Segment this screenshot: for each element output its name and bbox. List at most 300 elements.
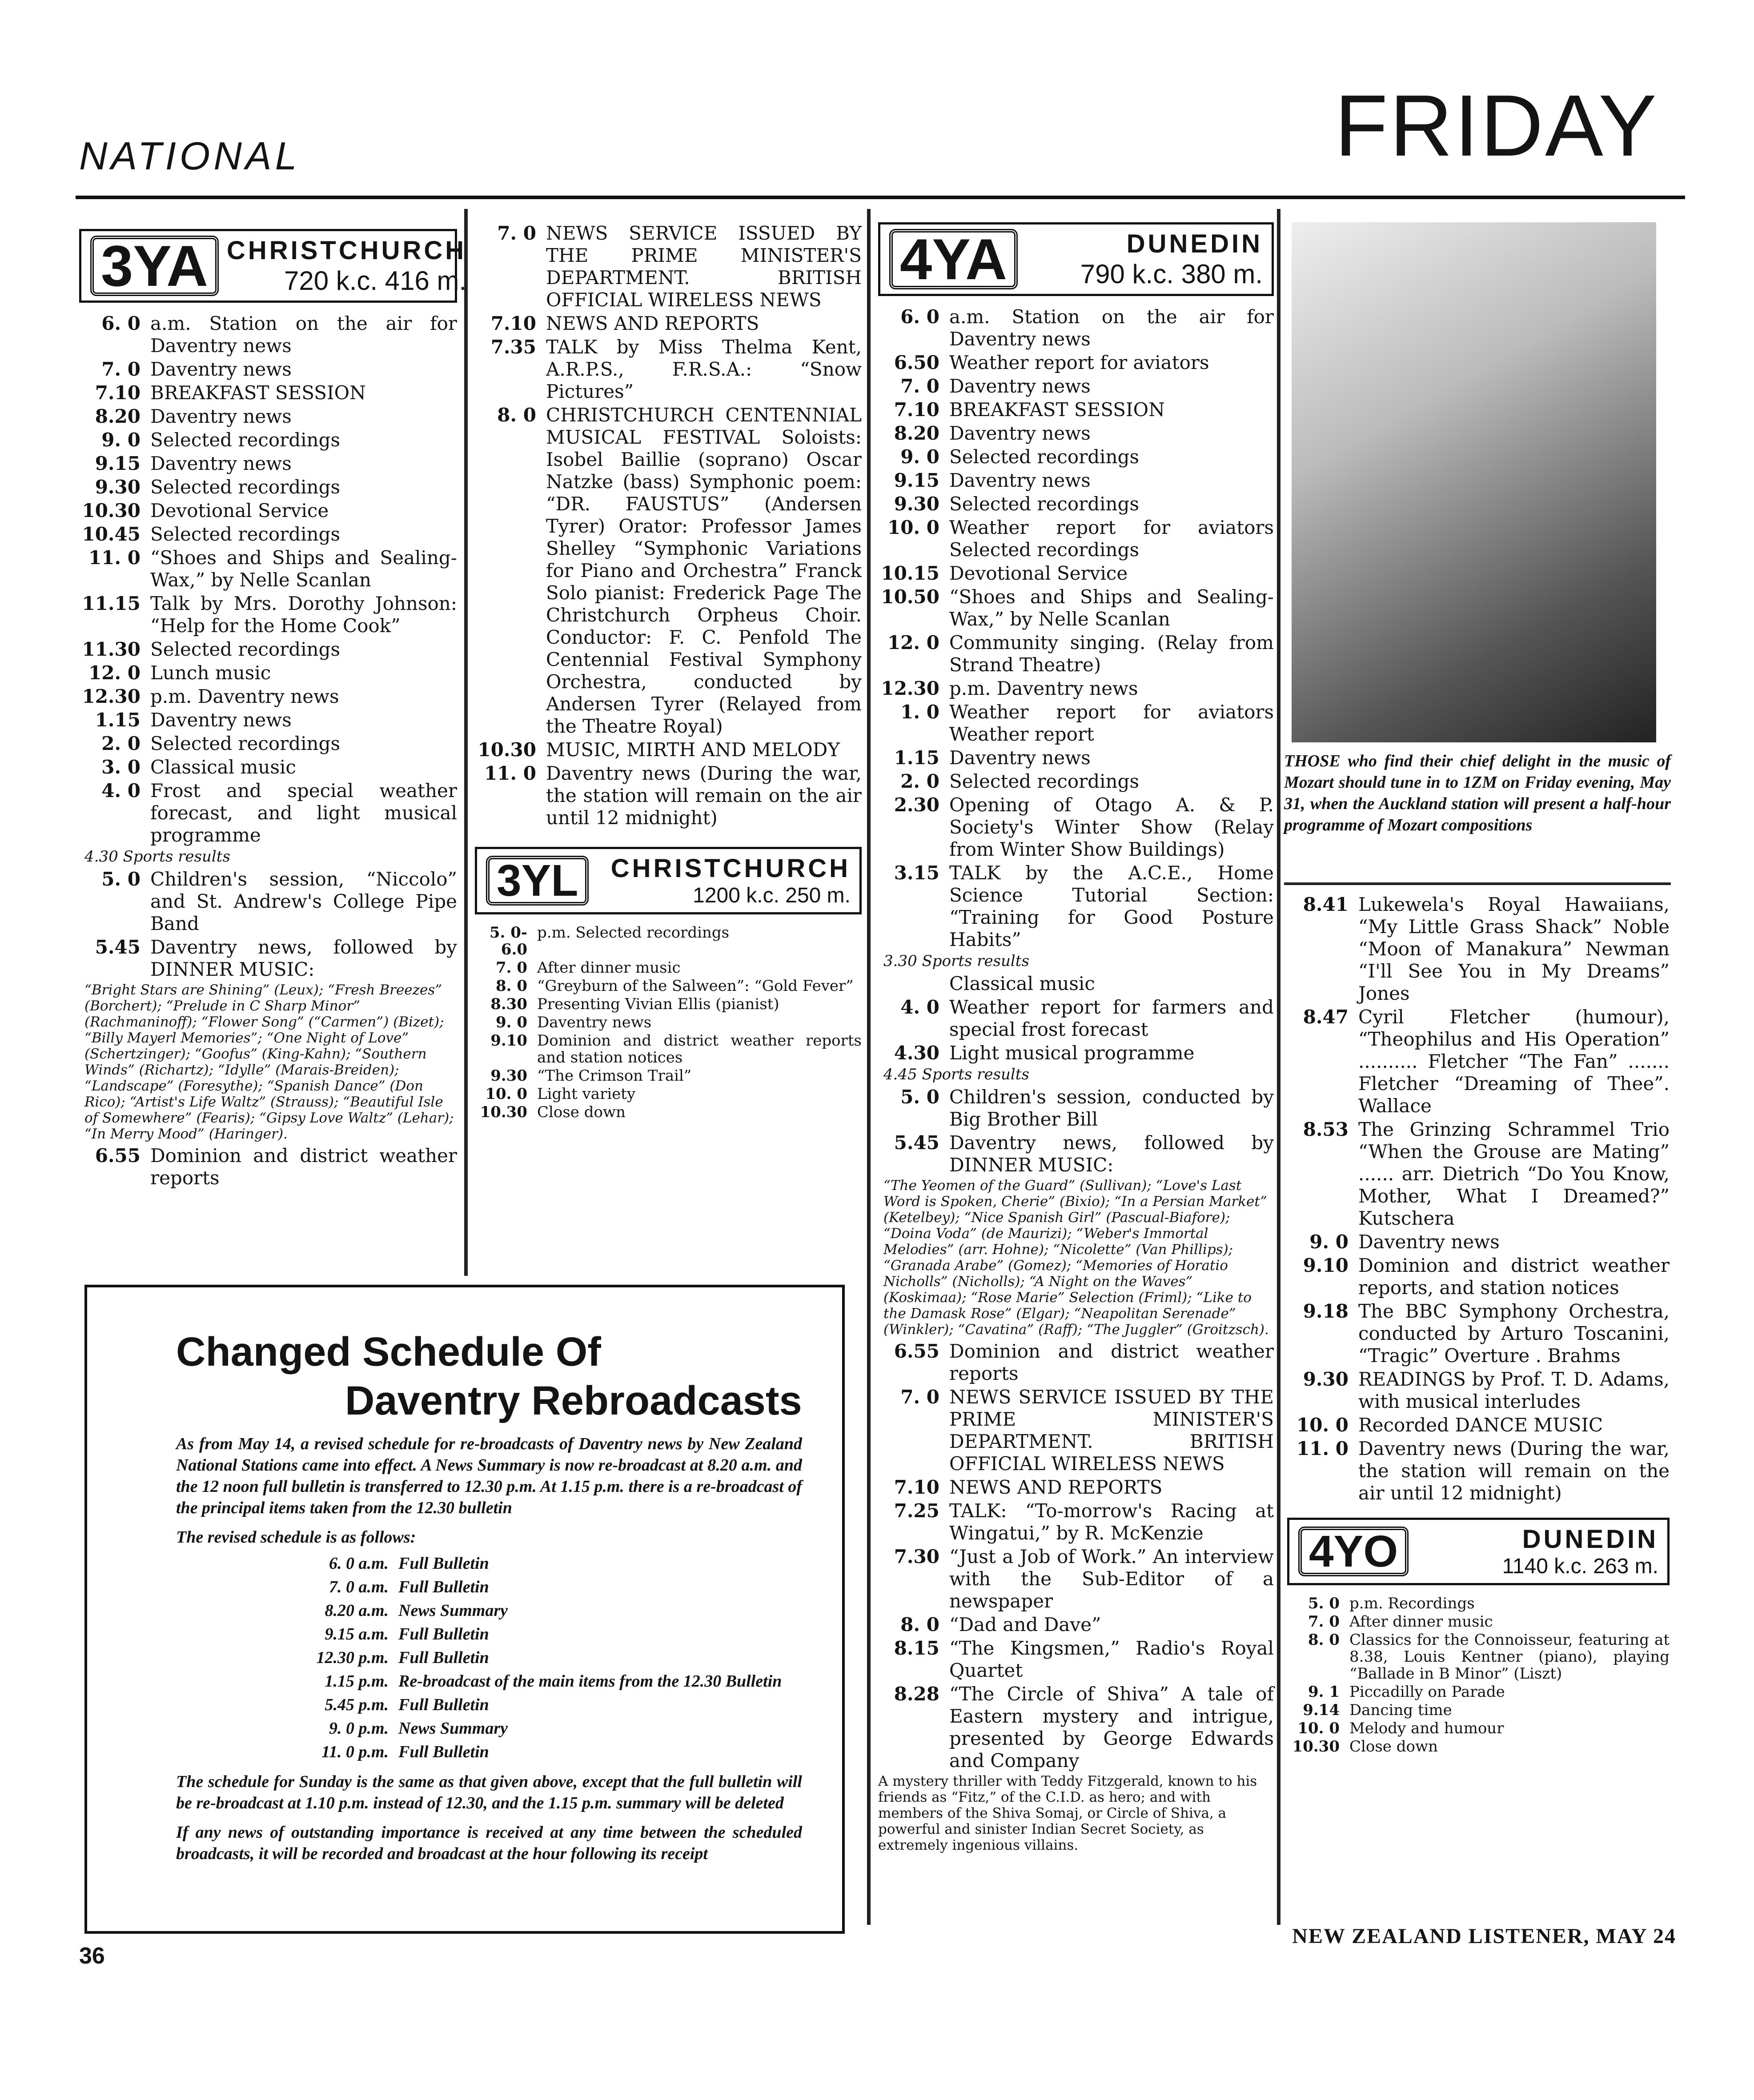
program-title: Dominion and district weather reports (949, 1340, 1274, 1384)
program-entry (878, 1340, 1274, 1385)
program-time: 9. 0 p.m. (329, 1719, 389, 1738)
program-time: 7.30 (894, 1546, 939, 1567)
program-time: 3. 0 (101, 756, 140, 778)
mozart-portrait (1292, 222, 1656, 742)
program-time: 7. 0 (496, 959, 527, 977)
program-title: Children's session, conducted by Big Brother Bill (949, 1086, 1274, 1130)
program-blurb: A mystery thriller with Teddy Fitzgerald, known to his friends as “Fitz,” of the C.I.D. as hero; and with members of the Shiva Somaj, or Circle of Shiva, a powerful and sinister Indian Secret Society, as extremely ingenious villains. (878, 1773, 1257, 1853)
program-title: Selected recordings (949, 770, 1140, 792)
column-divider (1277, 209, 1280, 1925)
program-title: Classical music (150, 756, 296, 778)
publication-footer: NEW ZEALAND LISTENER, MAY 24 (1292, 1924, 1676, 1948)
program-title: Daventry news (During the war, the station will remain on the air until 12 midnight) (546, 762, 862, 829)
program-entry (79, 453, 457, 475)
program-entry (296, 1599, 802, 1622)
program-title: Full Bulletin (398, 1554, 489, 1573)
program-title: Daventry news (949, 375, 1091, 397)
announcement-text: The schedule for Sunday is the same as that given above, except that the full bulletin will be re-broadcast at 1.10 p.m. instead of 12.30, and the 1.15 p.m. summary will be deleted (176, 1772, 802, 1812)
program-time: 10. 0 (1297, 1719, 1340, 1737)
program-title: Re-broadcast of the main items from the 12.30 Bulletin (398, 1672, 782, 1691)
program-time: 9. 0 (900, 446, 939, 468)
program-entry (878, 586, 1274, 630)
program-time: 7. 0 (101, 358, 140, 380)
program-title: p.m. Daventry news (949, 677, 1138, 699)
program-entry (878, 469, 1274, 492)
program-title: “The Crimson Trail” (537, 1067, 692, 1085)
program-time: 10.45 (82, 523, 140, 545)
sports-note: 4.45 Sports results (883, 1066, 1029, 1083)
program-time: 7.35 (490, 336, 536, 358)
program-entry (878, 973, 1274, 995)
program-title: Daventry news (During the war, the station will remain on the air until 12 midnight) (1358, 1438, 1670, 1504)
program-time: 9. 0 (1309, 1231, 1349, 1253)
program-title: Daventry news (949, 469, 1091, 491)
program-entry (1287, 1738, 1670, 1755)
program-list (79, 1145, 457, 1189)
program-list (475, 924, 862, 1121)
program-entry (79, 547, 457, 591)
program-title: MUSIC, MIRTH AND MELODY (546, 739, 840, 761)
program-time (878, 973, 949, 995)
program-time: 11. 0 p.m. (321, 1743, 389, 1761)
program-time: 1.15 (894, 747, 939, 769)
program-title: “Just a Job of Work.” An interview with the Sub-Editor of a newspaper (949, 1546, 1274, 1612)
program-entry (878, 770, 1274, 793)
program-time: 5. 0 (1308, 1595, 1340, 1612)
program-entry (878, 1132, 1274, 1176)
program-entry (1287, 1438, 1670, 1504)
program-title: TALK by the A.C.E., Home Science Tutorial Section: “Training for Good Posture Habits” (949, 862, 1274, 950)
program-time: 9.14 (1303, 1701, 1340, 1719)
program-entry (878, 562, 1274, 585)
section-divider (1284, 882, 1671, 885)
program-time: 6. 0 a.m. (329, 1554, 389, 1573)
program-time: 2. 0 (101, 733, 140, 754)
program-entry (79, 638, 457, 661)
program-title: News Summary (398, 1719, 508, 1738)
program-title: Cyril Fletcher (humour), “Theophilus and His Operation” .......... Fletcher “The Fan” ....... Fletcher “Dreaming of Thee”. Wallace (1358, 1006, 1670, 1117)
program-entry (878, 399, 1274, 421)
program-title: Daventry news (949, 422, 1091, 444)
program-title: Devotional Service (150, 500, 329, 521)
program-title: Selected recordings (150, 523, 341, 545)
program-entry (878, 794, 1274, 861)
program-entry (79, 685, 457, 708)
program-title: “Greyburn of the Salween”: “Gold Fever” (537, 977, 854, 995)
header-rule (76, 196, 1685, 199)
program-title: Weather report for aviators Weather report (949, 701, 1274, 745)
program-time: 5.45 (894, 1132, 939, 1154)
program-time: 1. 0 (900, 701, 939, 723)
program-entry (475, 1104, 862, 1121)
program-time: 8.15 (894, 1637, 939, 1659)
program-time: 6. 0 (900, 306, 939, 328)
program-time: 7. 0 (900, 375, 939, 397)
program-title: Melody and humour (1349, 1719, 1504, 1737)
column-3ya-evening (475, 222, 862, 1122)
program-time: 6.55 (95, 1145, 140, 1166)
callsign-4ya: 4YA (889, 229, 1018, 289)
program-entry (878, 446, 1274, 468)
program-entry (79, 429, 457, 451)
program-entry (475, 762, 862, 829)
program-title: Classics for the Connoisseur, featuring at 8.38, Louis Kentner (piano), playing “Ballade in B Minor” (Liszt) (1349, 1631, 1670, 1683)
program-title: News Summary (398, 1601, 508, 1620)
program-entry (475, 996, 862, 1013)
program-entry (79, 936, 457, 981)
program-time: 9.15 (894, 469, 939, 491)
program-time: 10.15 (881, 562, 939, 584)
station-city: DUNEDIN (1126, 229, 1263, 258)
program-title: p.m. Recordings (1349, 1595, 1475, 1612)
program-title: Recorded DANCE MUSIC (1358, 1414, 1603, 1436)
program-title: Selected recordings (150, 733, 341, 754)
program-title: Close down (1349, 1738, 1438, 1755)
program-time: 7. 0 (497, 222, 536, 244)
program-title: Daventry news (150, 405, 292, 427)
program-entry (878, 1042, 1274, 1064)
program-entry (79, 313, 457, 357)
program-time: 5.45 p.m. (325, 1695, 389, 1714)
program-title: “Shoes and Ships and Sealing-Wax,” by Nelle Scanlan (949, 586, 1274, 630)
program-time: 12.30 (82, 685, 140, 707)
program-title: NEWS AND REPORTS (949, 1476, 1163, 1498)
program-time: 4.30 (894, 1042, 939, 1064)
program-title: Weather report for aviators (949, 352, 1209, 373)
program-entry (475, 978, 862, 994)
program-entry (1287, 1683, 1670, 1700)
program-time: 6. 0 (101, 313, 140, 334)
program-entry (878, 1683, 1274, 1772)
program-time: 7. 0 (900, 1386, 939, 1408)
station-header-3ya (79, 229, 467, 303)
station-header-4yo (1287, 1518, 1670, 1585)
program-entry (79, 709, 457, 731)
program-entry (878, 677, 1274, 700)
program-title: Dominion and district weather reports and station notices (537, 1032, 862, 1066)
program-title: Daventry news (1358, 1231, 1500, 1253)
program-title: Piccadilly on Parade (1349, 1683, 1505, 1701)
program-title: Daventry news (150, 709, 292, 731)
program-time: 4. 0 (101, 780, 140, 802)
program-entry (878, 375, 1274, 397)
program-list (878, 1086, 1274, 1176)
station-frequency: 1200 k.c. 250 m. (693, 884, 851, 907)
program-time: 10. 0 (887, 517, 939, 538)
station-frequency: 1140 k.c. 263 m. (1502, 1555, 1658, 1578)
program-list (475, 222, 862, 829)
program-title: Dominion and district weather reports (150, 1145, 457, 1189)
dinner-music-list: “Bright Stars are Shining” (Leux); “Fresh Breezes” (Borchert); “Prelude in C Sharp Minor” (Rachmaninoff); “Flower Song” (“Carmen”) (Bizet); “Billy Mayerl Memories”; “One Night of Love” (Schertzinger); “Goofus” (King-Kahn); “Southern Winds” (Richartz); “Idylle” (Marais-Breiden); “Landscape” (Foresythe); “Spanish Dance” (Don Rico); “Artist's Life Waltz” (Strauss); “Beautiful Isle of Somewhere” (Fearis); “Gipsy Love Waltz” (Lehar); “In Merry Mood” (Haringer). (84, 982, 454, 1142)
program-entry (79, 358, 457, 381)
announcement-title: Daventry Rebroadcasts (345, 1378, 802, 1423)
station-frequency: 720 k.c. 416 m. (284, 266, 467, 296)
program-title: Light variety (537, 1085, 636, 1103)
station-city: DUNEDIN (1522, 1525, 1658, 1554)
program-entry (1287, 1368, 1670, 1413)
program-title: The BBC Symphony Orchestra, conducted by Arturo Toscanini, “Tragic” Overture . Brahms (1358, 1300, 1670, 1367)
program-time: 7.10 (490, 313, 536, 334)
program-title: Selected recordings (150, 476, 341, 498)
program-title: Children's session, “Niccolo” and St. Andrew's College Pipe Band (150, 868, 457, 934)
program-entry (1287, 1254, 1670, 1299)
program-entry (475, 222, 862, 311)
program-entry (1287, 1613, 1670, 1630)
program-title: Lukewela's Royal Hawaiians, “My Little Grass Shack” Noble “Moon of Manakura” Newman “I'll See You in My Dreams” Jones (1358, 894, 1670, 1004)
program-entry (878, 701, 1274, 745)
program-title: a.m. Station on the air for Daventry news (150, 313, 457, 357)
program-entry (79, 593, 457, 637)
program-list (878, 1340, 1274, 1772)
program-title: Close down (537, 1103, 626, 1121)
program-entry (878, 632, 1274, 676)
program-entry (878, 862, 1274, 951)
sports-note: 3.30 Sports results (883, 952, 1029, 970)
program-title: “Shoes and Ships and Sealing-Wax,” by Nelle Scanlan (150, 547, 457, 591)
program-time: 8.20 a.m. (325, 1601, 389, 1620)
program-entry (878, 306, 1274, 350)
program-time: 1.15 (95, 709, 140, 731)
program-entry (475, 404, 862, 737)
program-title: Daventry news, followed by DINNER MUSIC: (150, 936, 457, 980)
announcement-box (84, 1285, 845, 1934)
program-entry (1287, 1231, 1670, 1253)
station-header-4ya (878, 222, 1274, 296)
program-entry (296, 1576, 802, 1598)
program-time: 9.10 (1303, 1254, 1349, 1276)
program-time: 12. 0 (88, 662, 140, 684)
program-entry (79, 733, 457, 755)
program-entry (878, 493, 1274, 515)
sports-note: 4.30 Sports results (84, 848, 230, 866)
program-entry (296, 1647, 802, 1669)
program-time: 9.30 (95, 476, 140, 498)
program-entry (1287, 1631, 1670, 1682)
program-entry (475, 336, 862, 403)
program-time: 10.30 (478, 739, 536, 761)
section-title: NATIONAL (79, 134, 301, 178)
program-title: The Grinzing Schrammel Trio “When the Grouse are Mating” ...... arr. Dietrich “Do You Know, Mother, What I Dreamed?” Kutschera (1358, 1118, 1670, 1229)
callsign-3ya: 3YA (90, 236, 219, 296)
program-title: p.m. Daventry news (150, 685, 339, 707)
program-time: 6.55 (894, 1340, 939, 1362)
program-entry (79, 780, 457, 846)
schedule-list (296, 1552, 802, 1763)
callsign-3yl: 3YL (486, 856, 589, 906)
program-time: 11. 0 (484, 762, 536, 784)
program-time: 9.30 (490, 1067, 527, 1085)
program-list (79, 868, 457, 981)
program-time: 11.30 (82, 638, 140, 660)
program-time: 7. 0 (1308, 1613, 1340, 1631)
program-entry (878, 1386, 1274, 1475)
program-time: 8.20 (894, 422, 939, 444)
program-title: Daventry news, followed by DINNER MUSIC: (949, 1132, 1274, 1176)
announcement-title: Changed Schedule Of (176, 1329, 601, 1375)
program-entry (1287, 1118, 1670, 1230)
program-time: 9. 0 (101, 429, 140, 451)
dinner-music-list: “The Yeomen of the Guard” (Sullivan); “Love's Last Word is Spoken, Cherie” (Bixio); “In a Persian Market” (Ketelbey); “Nice Spanish Girl” (Pascual-Biafore); “Doina Voda” (de Maurizi); “Weber's Immortal Melodies” (arr. Hohne); “Nicolette” (Van Phillips); “Granada Arabe” (Gomez); “Memories of Horatio Nicholls” (Nicholls); “A Night on the Waves” (Koskimaa); “Rose Marie” Selection (Friml); “Like to the Damask Rose” (Elgar); “Neapolitan Serenade” (Winkler); “Cavatina” (Raff); “The Juggler” (Groitzsch). (883, 1178, 1269, 1338)
program-time: 12. 0 (887, 632, 939, 653)
program-entry (296, 1741, 802, 1763)
program-title: After dinner music (1349, 1613, 1493, 1631)
program-title: Daventry news (537, 1014, 652, 1031)
program-title: Dominion and district weather reports, and station notices (1358, 1254, 1670, 1298)
program-entry (475, 1086, 862, 1102)
program-title: a.m. Station on the air for Daventry news (949, 306, 1274, 350)
program-time: 1.15 p.m. (325, 1672, 389, 1691)
program-title: p.m. Selected recordings (537, 924, 730, 942)
column-divider (867, 209, 871, 1925)
announcement-text: If any news of outstanding importance is received at any time between the scheduled broadcasts, it will be recorded and broadcast at the hour following its receipt (176, 1823, 802, 1863)
program-entry (296, 1694, 802, 1716)
program-title: Frost and special weather forecast, and light musical programme (150, 780, 457, 846)
column-divider (464, 209, 468, 1276)
program-time: 5. 0 (900, 1086, 939, 1108)
program-title: Full Bulletin (398, 1578, 489, 1596)
program-title: Devotional Service (949, 562, 1128, 584)
program-time: 6.50 (894, 352, 939, 373)
program-entry (79, 405, 457, 428)
program-time: 12.30 p.m. (316, 1648, 389, 1667)
program-time: 8. 0 (900, 1614, 939, 1635)
program-entry (79, 1145, 457, 1189)
program-list (878, 306, 1274, 951)
program-title: Daventry news (150, 358, 292, 380)
program-entry (475, 739, 862, 761)
program-entry (475, 1032, 862, 1066)
program-entry (878, 1614, 1274, 1636)
program-entry (1287, 1414, 1670, 1436)
program-title: BREAKFAST SESSION (949, 399, 1165, 421)
program-entry (878, 1476, 1274, 1499)
program-entry (1287, 1595, 1670, 1612)
program-title: Opening of Otago A. & P. Society's Winter Show (Relay from Winter Show Buildings) (949, 794, 1274, 860)
program-title: CHRISTCHURCH CENTENNIAL MUSICAL FESTIVAL Soloists: Isobel Baillie (soprano) Oscar Natzke (bass) Symphonic poem: “DR. FAUSTUS” (Andersen Tyrer) Orator: Professor James Shelley “Symphonic Variations for Piano and Orchestra” Franck Solo pianist: Frederick Page The Christchurch Orpheus Choir. Conductor: F. C. Penfold The Centennial Festival Symphony Orchestra, conducted by Andersen Tyrer (Relayed from the Theatre Royal) (546, 404, 862, 737)
program-title: Daventry news (949, 747, 1091, 769)
program-time: 9.18 (1303, 1300, 1349, 1322)
program-time: 8. 0 (496, 977, 527, 995)
program-time: 5. 0 (101, 868, 140, 890)
program-title: Selected recordings (150, 429, 341, 451)
program-entry (79, 868, 457, 935)
program-time: 7.10 (894, 1476, 939, 1498)
program-title: NEWS SERVICE ISSUED BY THE PRIME MINISTER'S DEPARTMENT. BRITISH OFFICIAL WIRELESS NEWS (949, 1386, 1274, 1475)
program-title: Community singing. (Relay from Strand Theatre) (949, 632, 1274, 676)
program-title: Full Bulletin (398, 1695, 489, 1714)
program-time: 5.45 (95, 936, 140, 958)
program-entry (878, 1500, 1274, 1544)
program-time: 11. 0 (88, 547, 140, 569)
program-time: 12.30 (881, 677, 939, 699)
program-time: 9. 1 (1308, 1683, 1340, 1701)
callsign-4yo: 4YO (1298, 1527, 1409, 1576)
program-title: Selected recordings (150, 638, 341, 660)
program-time: 9.30 (1303, 1368, 1349, 1390)
program-time: 10. 0 (485, 1085, 527, 1103)
program-title: “The Circle of Shiva” A tale of Eastern mystery and intrigue, presented by George Edwards and Company (949, 1683, 1274, 1771)
program-entry (878, 422, 1274, 445)
program-title: Light musical programme (949, 1042, 1195, 1064)
station-header-3yl (475, 847, 862, 914)
station-city: CHRISTCHURCH (226, 236, 467, 265)
program-time: 4. 0 (900, 996, 939, 1018)
program-entry (296, 1623, 802, 1645)
program-title: Talk by Mrs. Dorothy Johnson: “Help for the Home Cook” (150, 593, 457, 637)
announcement-text: The revised schedule is as follows: (176, 1528, 416, 1547)
program-time: 3.15 (894, 862, 939, 884)
program-time: 9.30 (894, 493, 939, 515)
program-entry (296, 1717, 802, 1739)
program-list (79, 313, 457, 846)
program-time: 8.28 (894, 1683, 939, 1705)
program-time: 7. 0 a.m. (329, 1578, 389, 1596)
program-entry (1287, 1006, 1670, 1117)
program-time: 8. 0 (1308, 1631, 1340, 1649)
program-title: Dancing time (1349, 1701, 1452, 1719)
program-entry (79, 382, 457, 404)
program-time: 10. 0 (1296, 1414, 1349, 1436)
program-title: READINGS by Prof. T. D. Adams, with musical interludes (1358, 1368, 1670, 1412)
program-entry (79, 476, 457, 498)
program-title: Lunch music (150, 662, 271, 684)
program-entry (878, 996, 1274, 1041)
program-entry (878, 517, 1274, 561)
program-time: 11. 0 (1296, 1438, 1349, 1459)
program-list (1287, 894, 1670, 1504)
program-time: 9.15 (95, 453, 140, 474)
program-time: 7.25 (894, 1500, 939, 1522)
program-entry (296, 1552, 802, 1575)
program-entry (1287, 1702, 1670, 1719)
program-entry (1287, 1720, 1670, 1737)
program-entry (878, 1086, 1274, 1130)
program-time: 7.10 (894, 399, 939, 421)
program-entry (296, 1670, 802, 1692)
program-time: 9. 0 (496, 1014, 527, 1031)
program-entry (475, 1067, 862, 1084)
program-entry (878, 352, 1274, 374)
program-time: 5. 0-6.0 (489, 924, 527, 958)
program-title: Classical music (949, 973, 1095, 994)
program-title: Selected recordings (949, 446, 1140, 468)
program-title: “The Kingsmen,” Radio's Royal Quartet (949, 1637, 1274, 1681)
program-time: 10.30 (480, 1103, 527, 1121)
program-title: Full Bulletin (398, 1648, 489, 1667)
program-time: 8.47 (1303, 1006, 1349, 1028)
program-entry (475, 313, 862, 335)
program-entry (79, 756, 457, 778)
program-entry (79, 500, 457, 522)
station-city: CHRISTCHURCH (610, 854, 851, 883)
program-time: 8.20 (95, 405, 140, 427)
program-time: 10.30 (82, 500, 140, 521)
program-entry (475, 924, 862, 958)
program-entry (475, 959, 862, 976)
program-title: NEWS SERVICE ISSUED BY THE PRIME MINISTER'S DEPARTMENT. BRITISH OFFICIAL WIRELESS NEWS (546, 222, 862, 311)
program-title: TALK by Miss Thelma Kent, A.R.P.S., F.R.S.A.: “Snow Pictures” (546, 336, 862, 402)
program-list (1287, 1595, 1670, 1755)
program-title: BREAKFAST SESSION (150, 382, 366, 404)
program-time: 11.15 (82, 593, 140, 614)
program-title: After dinner music (537, 959, 681, 977)
program-title: Daventry news (150, 453, 292, 474)
program-title: NEWS AND REPORTS (546, 313, 759, 334)
photo-caption: THOSE who find their chief delight in the music of Mozart should tune in to 1ZM on Friday evening, May 31, when the Auckland station will present a half-hour programme of Mozart compositions (1284, 752, 1671, 834)
program-time: 9.10 (490, 1032, 527, 1050)
column-4ya (878, 222, 1274, 1856)
program-title: Presenting Vivian Ellis (pianist) (537, 995, 779, 1013)
